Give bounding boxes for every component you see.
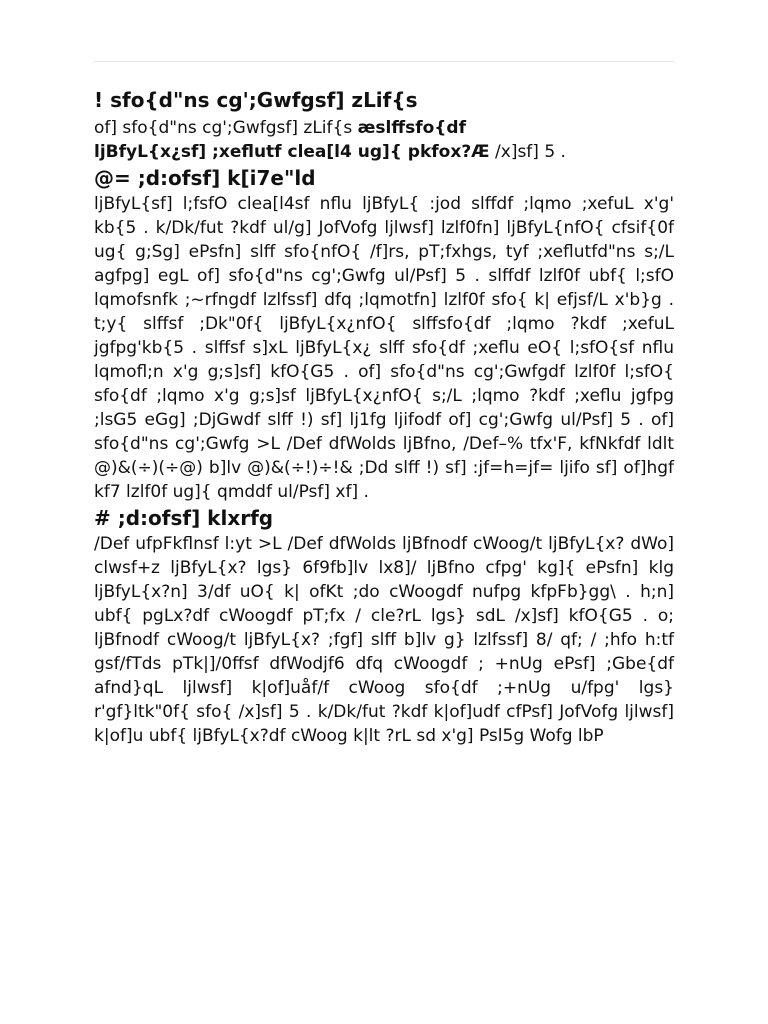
- lead-tail: /x]sf] 5 .: [489, 142, 566, 162]
- section-3-heading: # ;d:ofsf] klxrfg: [94, 506, 274, 530]
- section-1-lead: [94, 116, 674, 164]
- section-2-heading: @= ;d:ofsf] k[i7e"ld: [94, 166, 316, 190]
- lead-bold-title-2: ljBfyL{x¿sf] ;xeflutf clea[l4 ug]{ pkfox?Æ: [94, 142, 490, 162]
- header-divider: [94, 61, 674, 62]
- lead-text: of] sfo{d"ns cg';Gwfgsf] zLif{s: [94, 118, 358, 138]
- section-3-paragraph: /Def ufpFkflnsf l:yt >L /Def dfWolds ljBfnodf cWoog/t ljBfyL{x? dWo] clwsf+z ljBfyL{x? lgs} 6f9fb]lv lx8]/ ljBfno cfpg' kg]{ ePsfn] klg ljBfyL{x?n] 3/df uO{ k| ofKt ;do cWoogdf nufpg kfpFb}gg\ . h;n] ubf{ pgLx?df cWoogdf pT;fx / cle?rL lgs} sdL /x]sf] kfO{G5 . o; ljBfnodf cWoog/t ljBfyL{x? ;fgf] slff b]lv g} lzlfssf] 8/ qf; / ;hfo h:tf gsf/fTds pTk|]/0ffsf dfWodjf6 dfq cWoogdf ; +nUg ePsf] ;Gbe{df afnd}qL ljlwsf] k|of]uåf/f cWoog sfo{df ;+nUg u/fpg' lgs} r'gf}ltk"0f{ sfo{ /x]sf] 5 . k/Dk/fut ?kdf k|of]udf cfPsf] JofVofg ljlwsf] k|of]u ubf{ ljBfyL{x?df cWoog k|lt ?rL sd x'g] Psl5g Wofg lbP: [94, 534, 674, 746]
- section-2-paragraph: ljBfyL{sf] l;fsfO clea[l4sf nflu ljBfyL{ :jod slffdf ;lqmo ;xefuL x'g' kb{5 . k/Dk/fut ?kdf ul/g] JofVofg ljlwsf] lzlf0fn] ljBfyL{nfO{ cfsif{0f ug{ g;Sg] ePsfn] slff sfo{nfO{ /f]rs, pT;fxhgs, tyf ;xeflutfd"ns s;/L agfpg] egL of] sfo{d"ns cg';Gwfg ul/Psf] 5 . slffdf lzlf0f ubf{ l;sfO lqmofsnfk ;~rfngdf lzlfssf] dfq ;lqmotfn] lzlf0f sfo{ k| efjsf/L x'b}g . t;y{ slffsf ;Dk"0f{ ljBfyL{x¿nfO{ slffsfo{df ;lqmo ?kdf ;xefuL jgfpg'kb{5 . slffsf s]xL ljBfyL{x¿ slff sfo{df ;xeflu eO{ l;sfO{sf nflu lqmofl;n x'g g;s]sf] kfO{G5 . of] sfo{d"ns cg';Gwfgdf lzlf0f l;sfO{ sfo{df ;lqmo x'g g;s]sf ljBfyL{x¿nfO{ s;/L ;lqmo ?kdf ;xeflu jgfpg ;lsG5 eGg] ;DjGwdf slff !) sf] lj1fg ljifodf of] cg';Gwfg ul/Psf] 5 . of] sfo{d"ns cg';Gwfg >L /Def dfWolds ljBfno, /Def–% tfx'F, kfNkfdf ldlt @)&(÷)(÷@) b]lv @)&(÷!)÷!& ;Dd slff !) sf] :jf=h=jf= ljifo sf] of]hgf kf7 lzlf0f ug]{ qmddf ul/Psf] xf] .: [94, 194, 674, 502]
- lead-bold-title-1: æslffsfo{df: [357, 118, 466, 138]
- document-body: [94, 86, 674, 748]
- section-1-heading: ! sfo{d"ns cg';Gwfgsf] zLif{s: [94, 88, 418, 112]
